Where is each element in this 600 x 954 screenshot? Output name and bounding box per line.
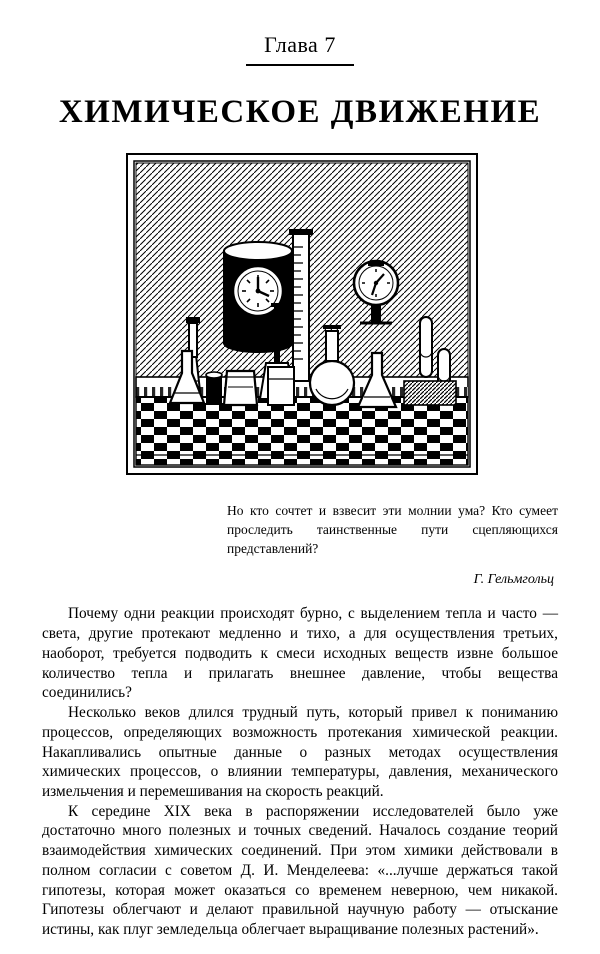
chapter-label: Глава 7 (264, 32, 336, 57)
paragraph: Несколько веков длился трудный путь, который привел к пониманию процессов, определяющих возможность протекания химической реакции. Накапливались опытные данные о разных методах осуществления химических процессов, о влиянии температуры, давления, механического измельчения и перемешивания на скорость реакций. (42, 704, 558, 800)
page-title: ХИМИЧЕСКОЕ ДВИЖЕНИЕ (58, 94, 542, 130)
paragraph: Почему одни реакции происходят бурно, с выделением тепла и часто — света, другие протекают медленно и тихо, а для осуществления третьих, наоборот, требуется подводить к смеси исходных веществ извне большое количество тепла и прилагать внешнее давление, чтобы вещества соединились? (42, 605, 558, 702)
epigraph-author: Г. Гельмгольц (473, 572, 554, 588)
epigraph-text: Но кто сочтет и взвесит эти молнии ума? Кто сумеет проследить таинственные пути сцепляющихся представлений? (227, 503, 558, 557)
chemistry-laboratory-engraving (126, 153, 478, 475)
chapter-divider (246, 64, 354, 66)
paragraph: К середине XIX века в распоряжении исследователей было уже достаточно много полезных и точных сведений. Началось создание теорий взаимодействия химических соединений. При этом химики действовали в полном согласии с советом Д. И. Менделеева: «...лучше держаться такой гипотезы, которая может оказаться со временем неверною, чем никакой. Гипотезы облегчают и делают правильной научную работу — отыскание истины, как плуг земледельца облегчает выращивание полезных растений». (42, 802, 558, 938)
body-text (42, 604, 558, 939)
illustration-container (126, 153, 474, 475)
